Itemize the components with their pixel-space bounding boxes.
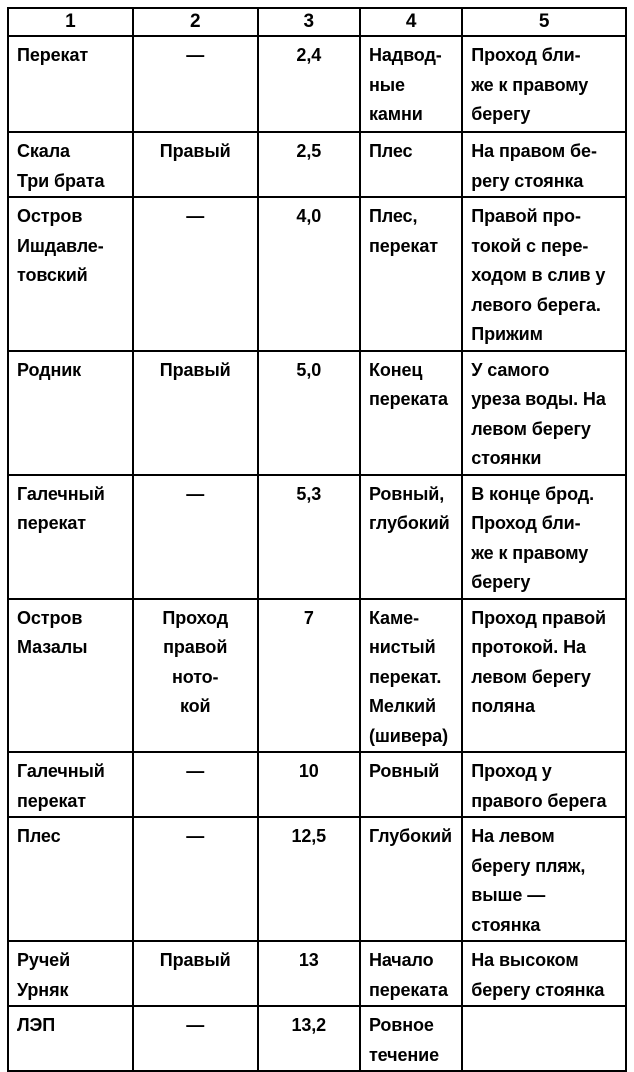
cell-km: 2,4	[258, 36, 360, 132]
cell-km: 2,5	[258, 132, 360, 197]
cell-side: —	[133, 817, 258, 941]
cell-name: Галечный перекат	[8, 752, 133, 817]
cell-desc: Конец переката	[360, 351, 462, 475]
header-cell-2: 2	[133, 8, 258, 36]
cell-name: Галечный перекат	[8, 475, 133, 599]
cell-km: 4,0	[258, 197, 360, 351]
table-row	[8, 36, 626, 132]
cell-km: 13,2	[258, 1006, 360, 1071]
cell-side: —	[133, 197, 258, 351]
table-row	[8, 197, 626, 351]
header-cell-3: 3	[258, 8, 360, 36]
table-row	[8, 351, 626, 475]
cell-note: Проход у правого берега	[462, 752, 626, 817]
cell-side: Правый	[133, 351, 258, 475]
cell-desc: Плес, перекат	[360, 197, 462, 351]
table-row	[8, 599, 626, 753]
cell-desc: Глубокий	[360, 817, 462, 941]
table-row	[8, 752, 626, 817]
cell-note: Правой про- токой с пере- ходом в слив у левого берега. Прижим	[462, 197, 626, 351]
cell-desc: Плес	[360, 132, 462, 197]
cell-note: На левом берегу пляж, выше — стоянка	[462, 817, 626, 941]
cell-note: В конце брод. Проход бли- же к правому берегу	[462, 475, 626, 599]
cell-desc: Ровный, глубокий	[360, 475, 462, 599]
cell-side: —	[133, 1006, 258, 1071]
cell-side: Проход правой ното- кой	[133, 599, 258, 753]
cell-desc: Надвод- ные камни	[360, 36, 462, 132]
cell-note	[462, 1006, 626, 1071]
cell-name: Плес	[8, 817, 133, 941]
table-row	[8, 817, 626, 941]
header-row	[8, 8, 626, 36]
cell-km: 13	[258, 941, 360, 1006]
cell-name: Остров Мазалы	[8, 599, 133, 753]
cell-name: Перекат	[8, 36, 133, 132]
cell-note: На высоком берегу стоянка	[462, 941, 626, 1006]
table-row	[8, 132, 626, 197]
header-cell-5: 5	[462, 8, 626, 36]
cell-km: 5,3	[258, 475, 360, 599]
cell-name: Родник	[8, 351, 133, 475]
cell-note: Проход бли- же к правому берегу	[462, 36, 626, 132]
cell-side: Правый	[133, 941, 258, 1006]
table-row	[8, 475, 626, 599]
cell-side: —	[133, 36, 258, 132]
route-table	[7, 7, 627, 1072]
cell-km: 12,5	[258, 817, 360, 941]
cell-name: Остров Ишдавле- товский	[8, 197, 133, 351]
cell-side: Правый	[133, 132, 258, 197]
cell-km: 10	[258, 752, 360, 817]
cell-note: У самого уреза воды. На левом берегу стоянки	[462, 351, 626, 475]
cell-side: —	[133, 752, 258, 817]
cell-name: ЛЭП	[8, 1006, 133, 1071]
cell-km: 7	[258, 599, 360, 753]
header-cell-4: 4	[360, 8, 462, 36]
cell-side: —	[133, 475, 258, 599]
cell-note: На правом бе- регу стоянка	[462, 132, 626, 197]
table-row	[8, 1006, 626, 1071]
cell-desc: Ровное течение	[360, 1006, 462, 1071]
cell-desc: Начало переката	[360, 941, 462, 1006]
cell-km: 5,0	[258, 351, 360, 475]
cell-name: Ручей Урняк	[8, 941, 133, 1006]
header-cell-1: 1	[8, 8, 133, 36]
cell-name: Скала Три брата	[8, 132, 133, 197]
cell-desc: Каме- нистый перекат. Мелкий (шивера)	[360, 599, 462, 753]
table-row	[8, 941, 626, 1006]
cell-desc: Ровный	[360, 752, 462, 817]
cell-note: Проход правой протокой. На левом берегу поляна	[462, 599, 626, 753]
